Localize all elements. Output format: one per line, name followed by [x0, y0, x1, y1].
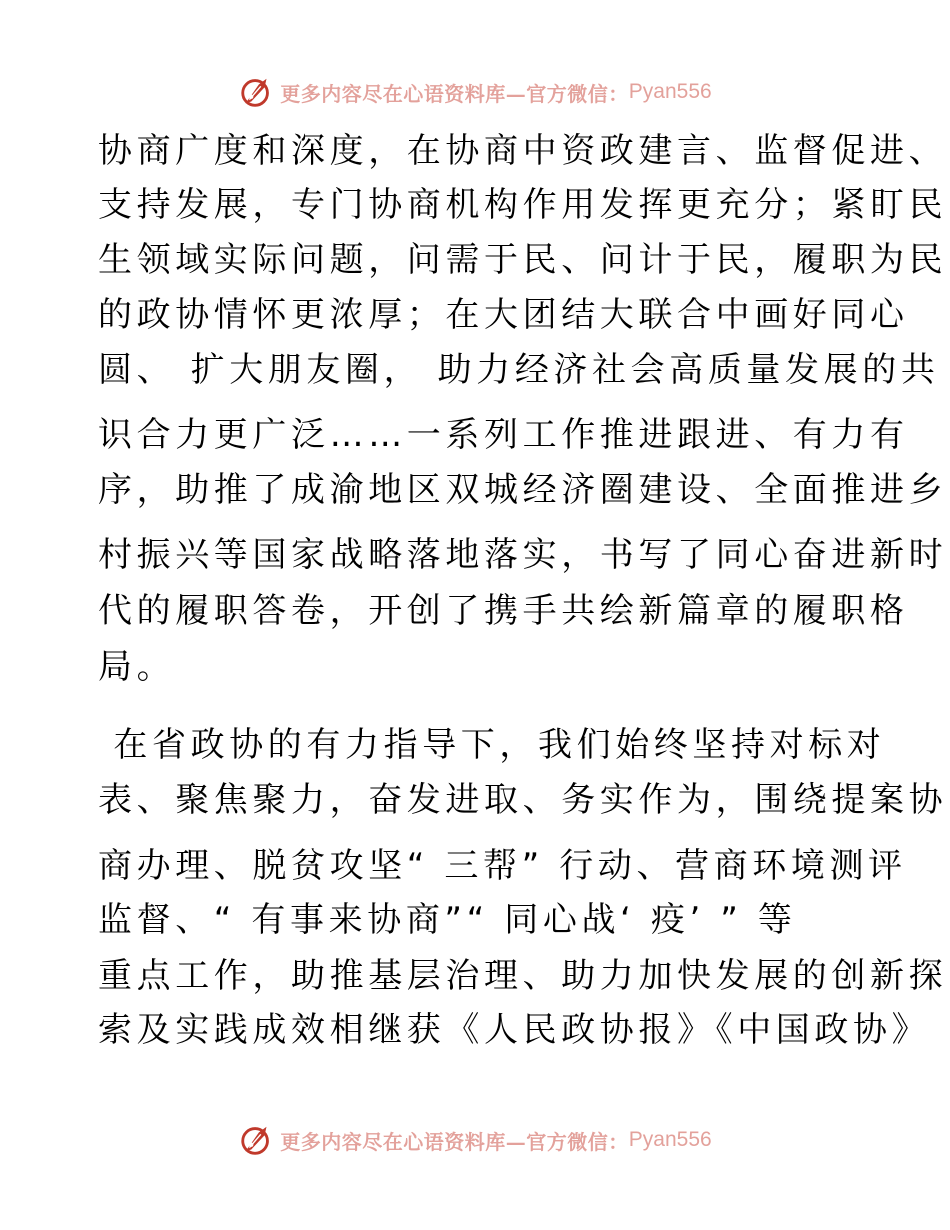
footer-banner[interactable] [0, 1118, 950, 1162]
paragraph-2-line-5: 重点工作，助推基层治理、助力加快发展的创新探 [98, 956, 948, 996]
paragraph-2-line-1: 在省政协的有力指导下，我们始终坚持对标对 [98, 725, 886, 765]
pen-nib-circle-icon [238, 1121, 276, 1159]
paragraph-1-line-9: 代的履职答卷，开创了携手共绘新篇章的履职格 [98, 591, 909, 631]
header-banner[interactable] [0, 70, 950, 114]
footer-banner-text: 更多内容尽在心语资料库—官方微信： [280, 1129, 629, 1154]
header-banner-text: 更多内容尽在心语资料库—官方微信： [280, 81, 629, 106]
paragraph-1-line-10: 局。 [98, 647, 176, 687]
paragraph-1-line-2: 支持发展，专门协商机构作用发挥更充分；紧盯民 [98, 185, 948, 225]
footer-banner-wechat-id: Pyan556 [628, 1128, 712, 1151]
paragraph-1-line-1: 协商广度和深度，在协商中资政建言、监督促进、 [98, 131, 948, 171]
paragraph-1-line-4: 的政协情怀更浓厚；在大团结大联合中画好同心 [98, 295, 909, 335]
pen-nib-circle-icon [238, 73, 276, 111]
paragraph-2-line-4: 监督、“ 有事来协商”“ 同心战‘ 疫’ ” 等 [98, 900, 797, 940]
paragraph-2-line-2: 表、聚焦聚力，奋发进取、务实作为，围绕提案协 [98, 780, 948, 820]
header-banner-wechat-id: Pyan556 [628, 80, 712, 103]
paragraph-1-line-3: 生领域实际问题，问需于民、问计于民，履职为民 [98, 240, 948, 280]
paragraph-1-line-7: 序，助推了成渝地区双城经济圈建设、全面推进乡 [98, 470, 948, 510]
paragraph-1-line-6: 识合力更广泛……一系列工作推进跟进、有力有 [98, 415, 909, 455]
paragraph-2-line-3: 商办理、脱贫攻坚“ 三帮” 行动、营商环境测评 [98, 846, 907, 886]
paragraph-2-line-6: 索及实践成效相继获《人民政协报》《中国政协》 [98, 1010, 931, 1050]
paragraph-1-line-5: 圆、 扩大朋友圈， 助力经济社会高质量发展的共 [98, 350, 940, 390]
paragraph-1-line-8: 村振兴等国家战略落地落实，书写了同心奋进新时 [98, 535, 948, 575]
